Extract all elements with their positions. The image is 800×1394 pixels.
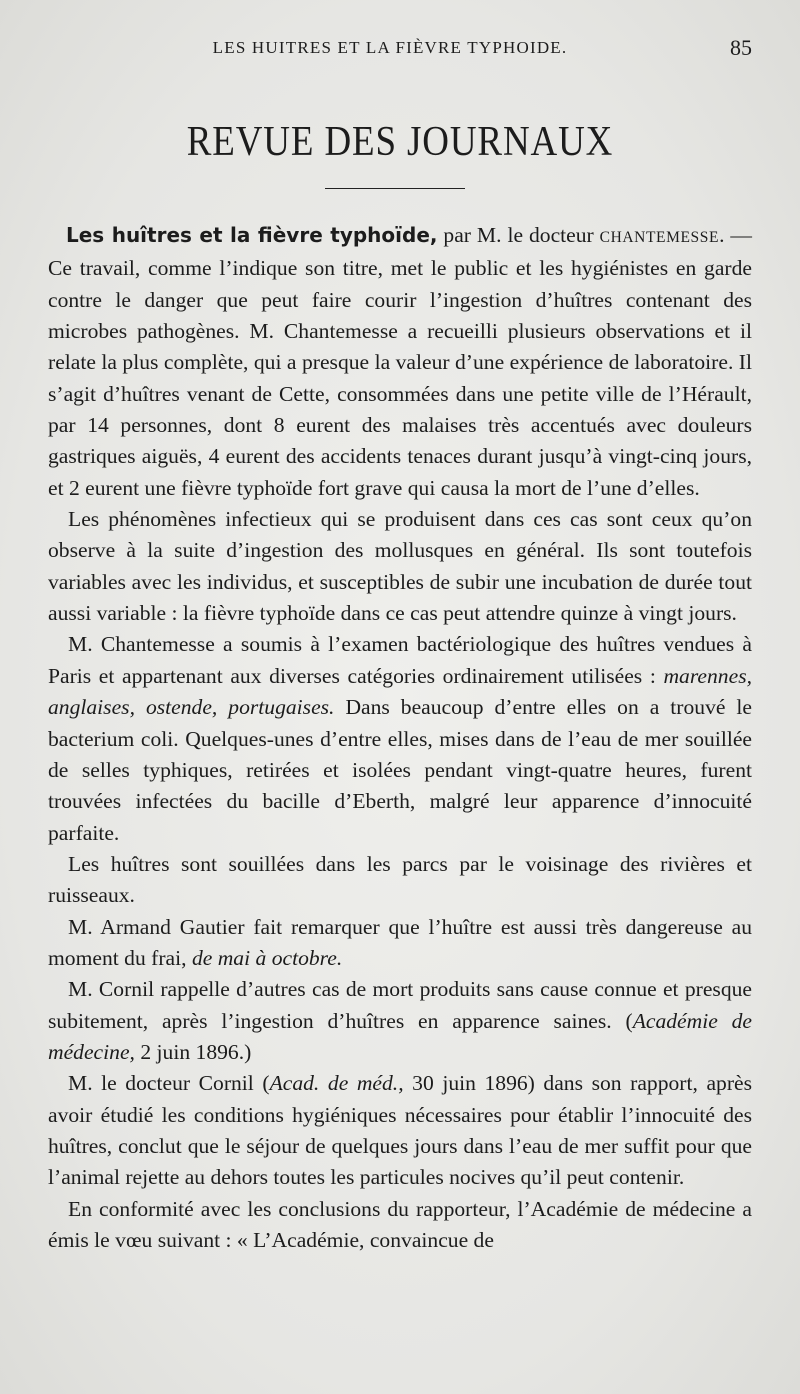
title-rule <box>325 188 465 189</box>
paragraph-6 <box>48 974 752 1068</box>
paragraph-6-text-b: 2 juin 1896.) <box>134 1039 252 1064</box>
paragraph-2: Les phénomènes infectieux qui se produisent dans ces cas sont ceux qu’on observe à la suite d’ingestion des mollusques en général. Ils sont toutefois variables avec les individus, et susceptibles de subir une incubation de durée tout aussi variable : la fièvre typhoïde dans ce cas peut attendre quinze à vingt jours. <box>48 507 752 626</box>
spawning-period: de mai à octobre. <box>191 945 343 970</box>
section-title: REVUE DES JOURNAUX <box>186 119 614 165</box>
article-body <box>48 220 752 1256</box>
source-citation-short: Acad. de méd., <box>269 1071 404 1096</box>
running-head: LES HUITRES ET LA FIÈVRE TYPHOIDE. <box>212 38 568 57</box>
paragraph-6-text-a: M. Cornil rappelle d’autres cas de mort produits sans cause connue et presque subitement, après l’ingestion d’huîtres en apparence saines. ( <box>48 977 752 1033</box>
article-title: Les huîtres et la fièvre typhoïde, <box>66 223 438 247</box>
paragraph-7-text-a: M. le docteur Cornil ( <box>68 1071 270 1096</box>
article-byline: par M. le docteur <box>437 223 600 247</box>
paragraph-3-text-a: M. Chantemesse a soumis à l’examen bactériologique des huîtres vendues à Paris et appartenant aux diverses catégories ordinairement utilisées : <box>48 632 752 688</box>
article-author: CHANTEMESSE <box>599 229 720 246</box>
paragraph-3-text-b: Dans beaucoup d’entre elles on a trouvé le bacterium coli. Quelques-unes d’entre elles, mises dans de l’eau de mer souillée de selles typhiques, retirées et isolées pendant vingt-quatre heures, furent trouvées infectées du bacille d’Eberth, malgré leur apparence d’innocuité parfaite. <box>48 695 753 845</box>
paragraph-1 <box>48 220 752 504</box>
paragraph-4: Les huîtres sont souillées dans les parcs par le voisinage des rivières et ruisseaux. <box>48 851 752 908</box>
paragraph-7-text-b: 30 juin 1896) dans son rapport, après avoir étudié les conditions hygiéniques nécessaires pour établir l’innocuité des huîtres, conclut que le séjour de quelques jours dans l’eau de mer suffit pour que l’animal rejette au dehors toutes les particules nocives qu’il peut contenir. <box>48 1071 753 1190</box>
paragraph-3 <box>48 629 752 848</box>
page-number: 85 <box>730 35 752 60</box>
source-citation: Académie de médecine, <box>48 1008 752 1064</box>
paragraph-1-text: . — Ce travail, comme l’indique son titre, met le public et les hygiénistes en garde contre le danger que peut faire courir l’ingestion d’huîtres contenant des microbes pathogènes. M. Chantemesse a recueilli plusieurs observations et il relate la plus complète, qui a presque la valeur d’une expérience de laboratoire. Il s’agit d’huîtres venant de Cette, consommées dans une petite ville de l’Hérault, par 14 personnes, dont 8 eurent des malaises très accentués avec douleurs gastriques aiguës, 4 eurent des accidents tenaces durant jusqu’à vingt-cinq jours, et 2 eurent une fièvre typhoïde fort grave qui causa la mort de l’une d’elles. <box>48 223 753 500</box>
oyster-varieties: marennes, anglaises, ostende, portugaises. <box>48 663 752 720</box>
paragraph-5 <box>48 912 752 975</box>
paragraph-7 <box>48 1068 752 1193</box>
paragraph-8: En conformité avec les conclusions du rapporteur, l’Académie de médecine a émis le vœu suivant : « L’Académie, convaincue de <box>48 1196 752 1252</box>
paragraph-5-text: M. Armand Gautier fait remarquer que l’huître est aussi très dangereuse au moment du frai, <box>48 914 752 970</box>
